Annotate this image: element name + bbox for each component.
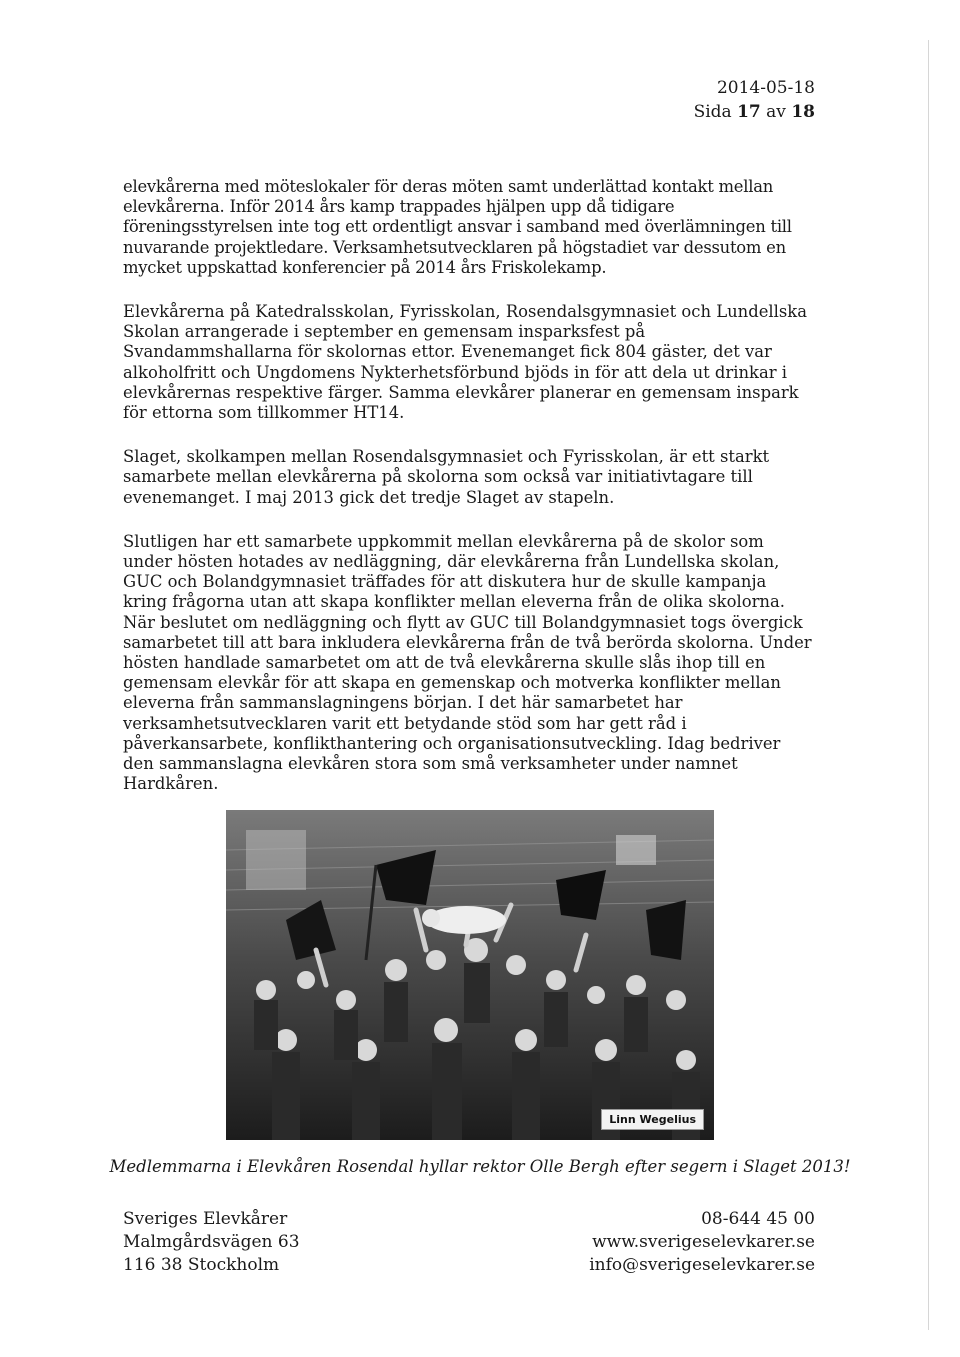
phone-number: 08-644 45 00 <box>701 1209 815 1229</box>
paragraph: Slutligen har ett samarbete uppkommit mellan elevkårerna på de skolor som under hösten hotades av nedläggning, där elevkårerna från Lundellska skolan, GUC och Bolandgymnasiet träffades för att diskutera hur de skulle kampanja kring frågorna utan att skapa konflikter mellan eleverna från de olika skolorna. När beslutet om nedläggning och flytt av GUC till Bolandgymnasiet togs övergick samarbetet till att bara inkludera elevkårerna från de två berörda skolorna. Under hösten handlade samarbetet om att de två elevkårerna skulle slås ihop till en gemensam elevkår för att skapa en gemenskap och motverka konflikter mellan eleverna från sammanslagningens början. I det här samarbetet har verksamhetsutvecklaren varit ett betydande stöd som har gett råd i påverkansarbete, konflikthantering och organisationsutveckling. Idag bedriver den sammanslagna elevkåren stora som små verksamheter under namnet Hardkåren. <box>123 531 812 794</box>
postal-address: 116 38 Stockholm <box>123 1255 280 1275</box>
paragraph: Slaget, skolkampen mellan Rosendalsgymnasiet och Fyrisskolan, är ett starkt samarbete mellan elevkårerna på skolorna som också var initiativtagare till evenemanget. I maj 2013 gick det tredje Slaget av stapeln. <box>123 447 770 507</box>
page-prefix: Sida <box>693 102 732 122</box>
crowd-photo-image <box>226 810 714 1140</box>
page-current: 17 <box>737 102 761 122</box>
paragraph: elevkårerna med möteslokaler för deras möten samt underlättad kontakt mellan elevkårerna. Inför 2014 års kamp trappades hjälpen upp då tidigare föreningsstyrelsen inte tog ett ordentligt ansvar i samband med överlämningen till nuvarande projektledare. Verksamhetsutvecklaren på högstadiet var dessutom en mycket uppskattad konferencier på 2014 års Friskolekamp. <box>123 177 792 277</box>
email-link[interactable]: info@sverigeselevkarer.se <box>589 1255 815 1275</box>
celebration-photo <box>226 810 714 1140</box>
page-number <box>694 100 815 124</box>
photo-credit: Linn Wegelius <box>601 1109 704 1130</box>
street-address: Malmgårdsvägen 63 <box>123 1232 300 1252</box>
footer-contact <box>589 1208 815 1277</box>
page-separator: av <box>766 102 786 122</box>
header-date: 2014-05-18 <box>716 78 815 98</box>
page-header <box>694 76 815 124</box>
body-text <box>123 177 813 818</box>
scan-edge-line <box>928 40 929 1330</box>
org-name: Sveriges Elevkårer <box>123 1209 288 1229</box>
page-total: 18 <box>791 102 815 122</box>
footer-address <box>123 1208 300 1277</box>
photo-caption: Medlemmarna i Elevkåren Rosendal hyllar rektor Olle Bergh efter segern i Slaget 2013! <box>109 1157 851 1176</box>
paragraph: Elevkårerna på Katedralsskolan, Fyrisskolan, Rosendalsgymnasiet och Lundellska Skolan arrangerade i september en gemensam insparksfest på Svandammshallarna för skolornas ettor. Evenemanget fick 804 gäster, det var alkoholfritt och Ungdomens Nykterhetsförbund bjöds in för att dela ut drinkar i elevkårernas respektive färger. Samma elevkårer planerar en gemensam inspark för ettorna som tillkommer HT14. <box>123 302 808 423</box>
website-link[interactable]: www.sverigeselevkarer.se <box>592 1232 815 1252</box>
